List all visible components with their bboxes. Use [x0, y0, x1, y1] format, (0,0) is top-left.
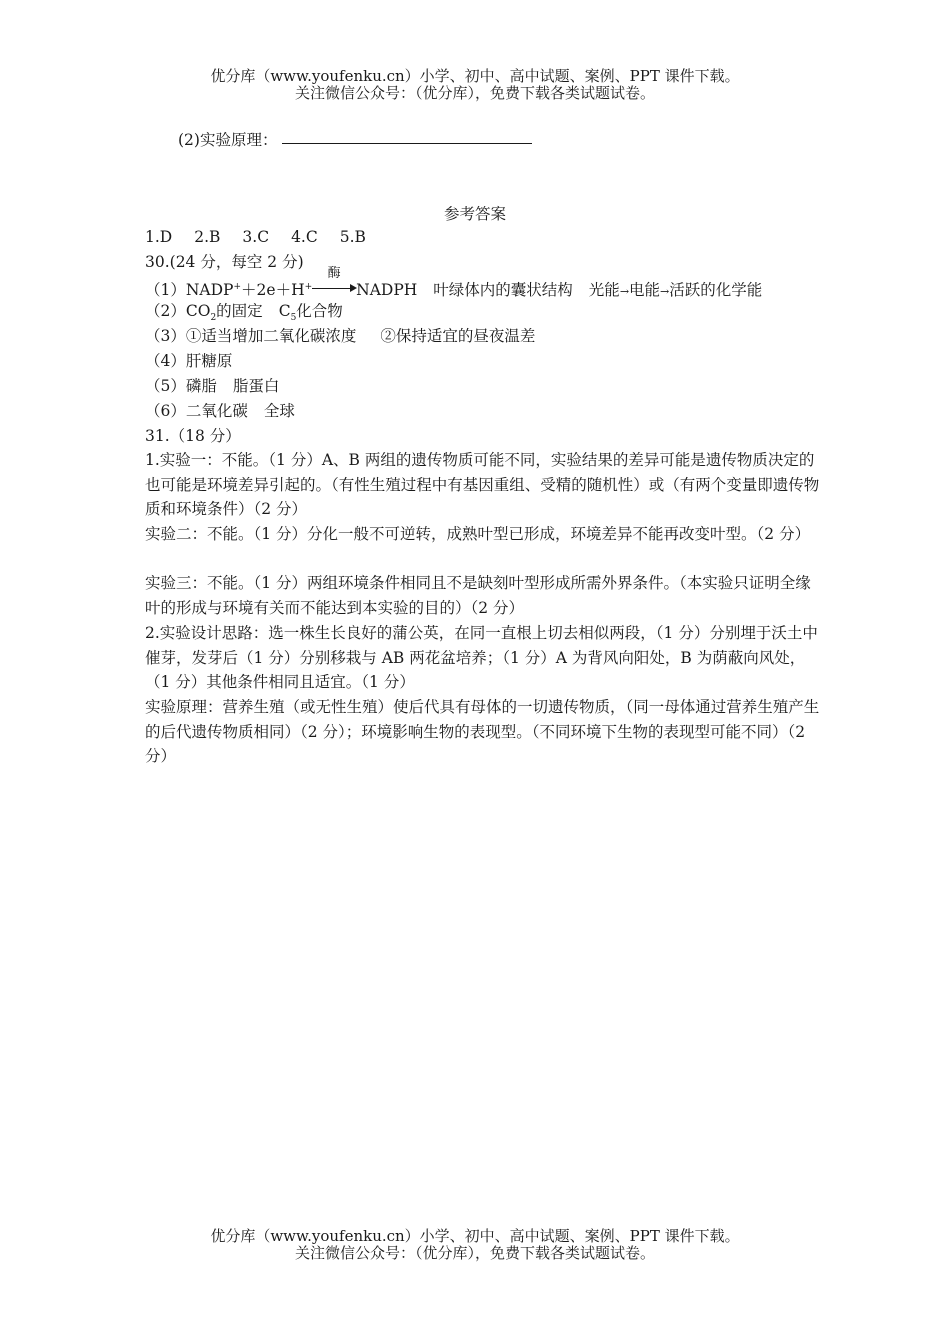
enzyme-label: 酶: [327, 266, 341, 282]
mc-answer: 2.B: [194, 228, 221, 246]
q30-answer-1: （1）NADP+＋2e＋H+ 酶 NADPH 叶绿体内的囊状结构 光能→电能→活跃的化学能: [145, 266, 763, 300]
q30-answer-4: （4）肝糖原: [145, 352, 233, 370]
q31-heading: 31.（18 分）: [145, 427, 241, 445]
q31-principle: 实验原理：营养生殖（或无性生殖）使后代具有母体的一切遗传物质，（同一母体通过营养生殖产生的后代遗传物质相同）（2 分）；环境影响生物的表现型。（不同环境下生物的表现型可能不同）（2 分）: [145, 698, 820, 766]
footer-line-1: 优分库（www.youfenku.cn）小学、初中、高中试题、案例、PPT 课件下载。: [210, 1227, 740, 1245]
footer-line-2: 关注微信公众号：（优分库），免费下载各类试题试卷。: [294, 1244, 655, 1262]
q31-design: 2.实验设计思路：选一株生长良好的蒲公英，在同一直根上切去相似两段，（1 分）分别埋于沃土中催芽，发芽后（1 分）分别移栽与 AB 两花盆培养；（1 分）A 为背风向阳处，B 为荫蔽向风处，（1 分）其他条件相同且适宜。（1 分）: [145, 624, 818, 692]
header-line-2: 关注微信公众号：（优分库），免费下载各类试题试卷。: [294, 84, 655, 102]
q31-experiment-2: 实验二：不能。（1 分）分化一般不可逆转，成熟叶型已形成，环境差异不能再改变叶型。（2 分）: [145, 525, 811, 543]
q30-answer-6: （6）二氧化碳 全球: [145, 402, 295, 420]
q30-answer-3: （3）①适当增加二氧化碳浓度 ②保持适宜的昼夜温差: [145, 327, 536, 345]
right-arrow-icon: →: [619, 285, 630, 299]
thylakoid-structure: 叶绿体内的囊状结构: [433, 281, 573, 300]
mc-answer: 5.B: [339, 228, 366, 246]
mc-answer: 1.D: [145, 228, 173, 246]
page-footer: [0, 1228, 950, 1262]
q30-answer-2: $(2)CO_2$的固定 $C_5$化合物: [145, 302, 343, 324]
right-arrow-icon: →: [660, 285, 670, 299]
mc-answer: 4.C: [291, 228, 318, 246]
answer-title: 参考答案: [443, 205, 506, 223]
enzyme-arrow-icon: [312, 266, 356, 300]
header-line-1: 优分库（www.youfenku.cn）小学、初中、高中试题、案例、PPT 课件下载。: [210, 67, 740, 85]
principle-prompt: (2)实验原理：: [178, 131, 278, 149]
q31-experiment-3: 实验三：不能。（1 分）两组环境条件相同且不是缺刻叶型形成所需外界条件。（本实验只证明全缘叶的形成与环境有关而不能达到本实验的目的）（2 分）: [145, 574, 811, 617]
mc-answers: [145, 227, 388, 247]
q30-heading: 30.(24 分，每空 2 分): [145, 253, 304, 271]
mc-answer: 3.C: [242, 228, 270, 246]
q31-experiment-1: 1.实验一：不能。（1 分）A、B 两组的遗传物质可能不同，实验结果的差异可能是遗传物质决定的也可能是环境差异引起的。（有性生殖过程中有基因重组、受精的随机性）或（有两个变量即遗传物质和环境条件）（2 分）: [145, 451, 820, 519]
q30-answer-5: （5）磷脂 脂蛋白: [145, 377, 280, 395]
nadph-product: NADPH: [356, 281, 418, 300]
page-header: [0, 68, 950, 102]
answer-blank-line: [282, 143, 532, 144]
